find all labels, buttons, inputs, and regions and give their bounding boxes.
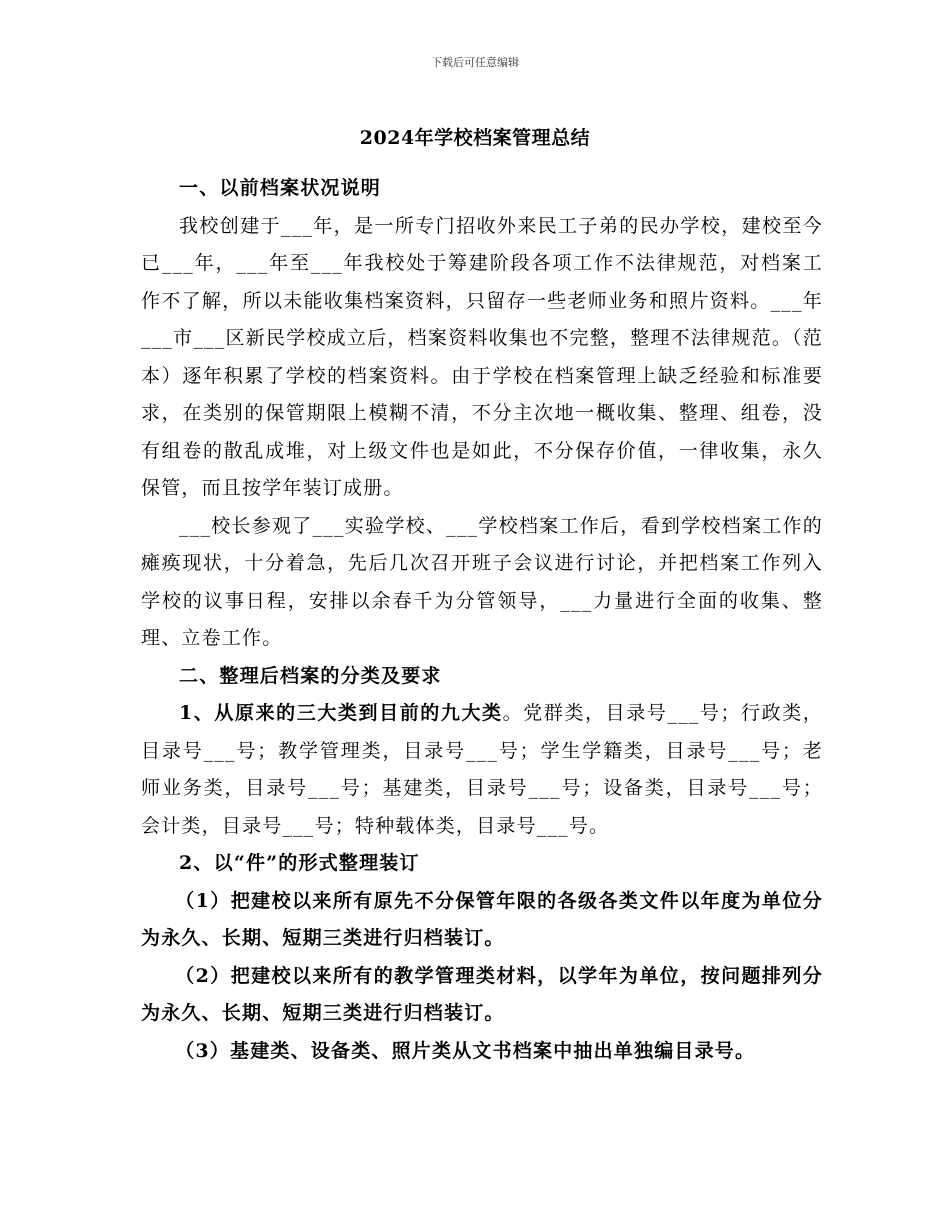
paragraph-history: 我校创建于___年，是一所专门招收外来民工子弟的民办学校，建校至今已___年，___年至___年我校处于筹建阶段各项工作不法律规范，对档案工作不了解，所以未能收集档案资料，只留存一些老师业务和照片资料。___年___市___区新民学校成立后，档案资料收集也不完整，整理不法律规范。（范本）逐年积累了学校的档案资料。由于学校在档案管理上缺乏经验和标准要求，在类别的保管期限上模糊不清，不分主次地一概收集、整理、组卷，没有组卷的散乱成堆，对上级文件也是如此，不分保存价值，一律收集，永久保管，而且按学年装订成册。 [141, 214, 823, 499]
document-title: 2024年学校档案管理总结 [359, 127, 591, 149]
item-binding-heading: 2、以“件”的形式整理装订 [179, 852, 420, 874]
sub-item-3: （3）基建类、设备类、照片类从文书档案中抽出单独编目录号。 [175, 1039, 756, 1062]
page-header: 下载后可任意编辑 [431, 56, 519, 69]
section-heading-2: 二、整理后档案的分类及要求 [179, 664, 442, 687]
sub-item-1: （1）把建校以来所有原先不分保管年限的各级各类文件以年度为单位分为永久、长期、短期三类进行归档装订。 [141, 889, 823, 949]
section-heading-1: 一、以前档案状况说明 [179, 177, 382, 199]
document-body [141, 170, 823, 1070]
paragraph-categories [141, 695, 823, 845]
categories-lead: 1、从原来的三大类到目前的九大类 [179, 702, 503, 724]
paragraph-principal-visit: ___校长参观了___实验学校、___学校档案工作后，看到学校档案工作的瘫痪现状，十分着急，先后几次召开班子会议进行讨论，并把档案工作列入学校的议事日程，安排以余春千为分管领导，___力量进行全面的收集、整理、立卷工作。 [141, 514, 823, 649]
sub-item-2: （2）把建校以来所有的教学管理类材料，以学年为单位，按问题排列分为永久、长期、短期三类进行归档装订。 [141, 964, 823, 1024]
categories-text: 。党群类，目录号___号；行政类，目录号___号；教学管理类，目录号___号；学生学籍类，目录号___号；老师业务类，目录号___号；基建类，目录号___号；设备类，目录号___号；会计类，目录号___号；特种载体类，目录号___号。 [141, 702, 824, 837]
